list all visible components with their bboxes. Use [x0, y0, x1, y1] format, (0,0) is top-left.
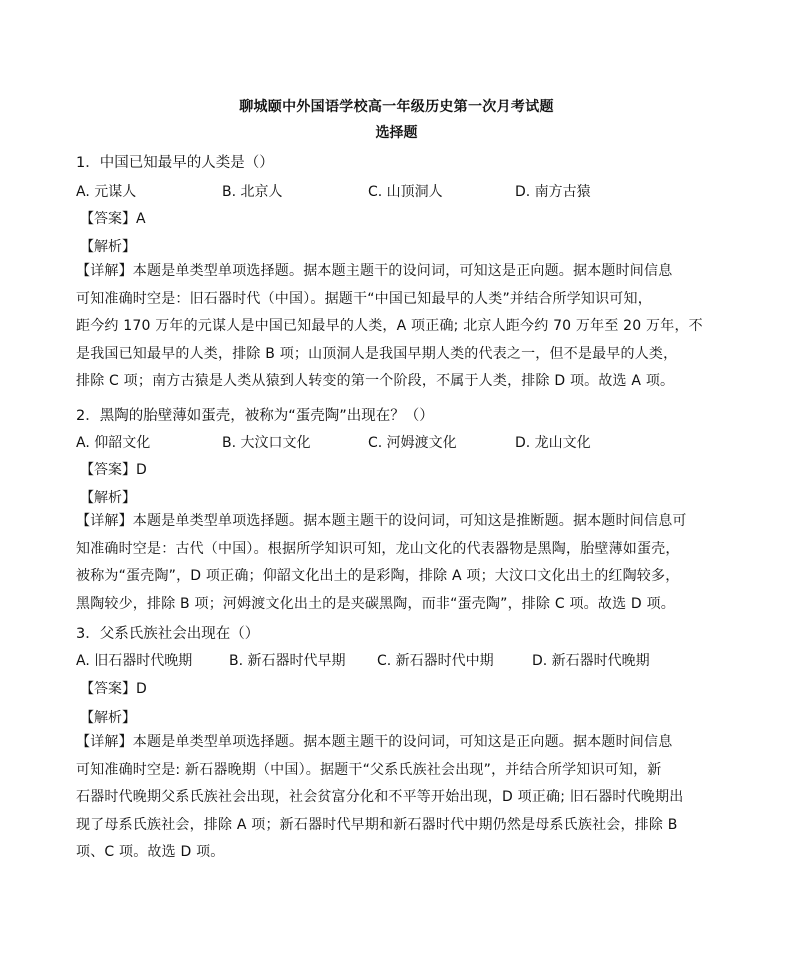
question-2-analysis-label: 【解析】	[80, 490, 136, 506]
question-2-option-b: B. 大汶口文化	[222, 435, 311, 451]
detail-line: 现了母系氏族社会，排除 A 项；新石器时代早期和新石器时代中期仍然是母系氏族社会，排除 B	[76, 816, 678, 833]
answer-label: 【答案】	[80, 211, 136, 227]
page-title: 聊城颐中外国语学校高一年级历史第一次月考试题	[239, 99, 554, 115]
section-heading: 选择题	[375, 125, 418, 141]
detail-line: 【详解】本题是单类型单项选择题。据本题主题干的设问词，可知这是正向题。据本题时间信息	[76, 263, 673, 279]
detail-line: 石器时代晚期父系氏族社会出现，社会贫富分化和不平等开始出现，D 项正确; 旧石器时代晚期出	[76, 789, 684, 805]
question-1-stem: 1．中国已知最早的人类是（）	[76, 155, 274, 171]
question-2-detail	[76, 508, 687, 618]
question-3-detail	[76, 729, 684, 867]
detail-line: 项、C 项。故选 D 项。	[76, 844, 225, 860]
question-3-stem: 3．父系氏族社会出现在（）	[76, 626, 260, 642]
answer-value: D	[136, 681, 147, 697]
question-3-option-b: B. 新石器时代早期	[229, 653, 346, 669]
detail-line: 排除 C 项；南方古猿是人类从猿到人转变的第一个阶段，不属于人类，排除 D 项。故选 A 项。	[76, 373, 675, 389]
question-2-stem: 2．黑陶的胎壁薄如蛋壳，被称为“蛋壳陶”出现在？（）	[76, 408, 434, 424]
question-3-option-d: D. 新石器时代晚期	[532, 653, 650, 669]
detail-line: 可知准确时空是: 新石器晚期（中国）。据题干“父系氏族社会出现”，并结合所学知识可知，新	[76, 761, 662, 778]
question-1-detail	[76, 258, 703, 396]
question-2-option-d: D. 龙山文化	[515, 435, 591, 451]
question-3-answer	[80, 678, 147, 698]
answer-value: A	[136, 211, 146, 227]
question-1-option-b: B. 北京人	[222, 184, 283, 200]
detail-line: 可知准确时空是：旧石器时代（中国）。据题干“中国已知最早的人类”并结合所学知识可知，	[76, 290, 652, 307]
detail-line: 被称为“蛋壳陶”，D 项正确；仰韶文化出土的是彩陶，排除 A 项；大汶口文化出土的红陶较多，	[76, 568, 680, 584]
question-3-analysis-label: 【解析】	[80, 710, 136, 726]
question-2-option-a: A. 仰韶文化	[76, 435, 151, 451]
detail-line: 知准确时空是：古代（中国）。根据所学知识可知，龙山文化的代表器物是黑陶，胎壁薄如蛋壳，	[76, 540, 680, 557]
detail-line: 黑陶较少，排除 B 项；河姆渡文化出土的是夹碳黑陶，而非“蛋壳陶”，排除 C 项。故选 D 项。	[76, 595, 675, 612]
question-1-option-d: D. 南方古猿	[515, 184, 591, 200]
answer-value: D	[136, 462, 147, 478]
question-2-answer	[80, 459, 147, 479]
answer-label: 【答案】	[80, 681, 136, 697]
detail-line: 【详解】本题是单类型单项选择题。据本题主题干的设问词，可知这是正向题。据本题时间信息	[76, 734, 673, 750]
question-3-option-a: A. 旧石器时代晚期	[76, 653, 193, 669]
detail-line: 【详解】本题是单类型单项选择题。据本题主题干的设问词，可知这是推断题。据本题时间信息可	[76, 513, 687, 529]
question-1-option-a: A. 元谋人	[76, 184, 137, 200]
question-1-analysis-label: 【解析】	[80, 239, 136, 255]
answer-label: 【答案】	[80, 462, 136, 478]
detail-line: 是我国已知最早的人类，排除 B 项；山顶洞人是我国早期人类的代表之一，但不是最早的人类，	[76, 345, 678, 362]
question-2-option-c: C. 河姆渡文化	[368, 435, 457, 451]
question-1-option-c: C. 山顶洞人	[368, 184, 443, 200]
question-3-option-c: C. 新石器时代中期	[377, 653, 494, 669]
question-1-answer	[80, 208, 146, 228]
detail-line: 距今约 170 万年的元谋人是中国已知最早的人类，A 项正确; 北京人距今约 70 万年至 20 万年，不	[76, 318, 703, 334]
